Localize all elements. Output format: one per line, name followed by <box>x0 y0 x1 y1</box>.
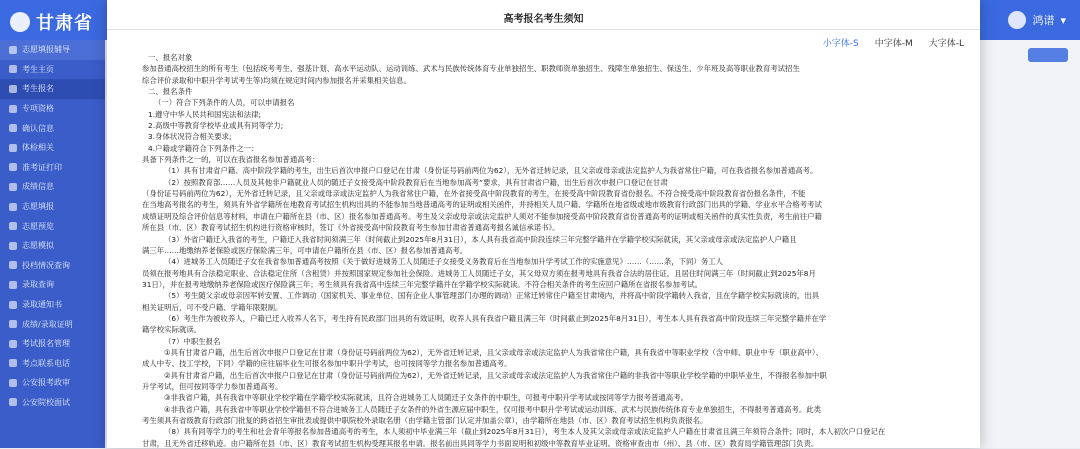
menu-icon <box>9 163 17 171</box>
notice-line: 1.遵守中华人民共和国宪法和法律; <box>148 109 262 119</box>
notice-line: 甘肃，且无外省迁移轨迹。由户籍所在县（市、区）教育考试招生机构受理其报名申请。报名前出具同等学力书面说明和初级中等教育毕业证明。资格审查由市（州）、县（市、区）教育局学籍管理部门负责。 <box>142 438 819 448</box>
sidebar-item-label: 成绩/录取证明 <box>22 319 73 329</box>
background-button <box>1028 48 1068 62</box>
notice-line: 2.高级中等教育学校毕业或具有同等学力; <box>148 121 284 131</box>
menu-icon <box>9 124 17 132</box>
sidebar-item-label: 志愿预览 <box>22 221 54 231</box>
chevron-down-icon: ▾ <box>1060 13 1066 27</box>
sidebar-item-label: 志愿模拟 <box>22 241 54 251</box>
notice-line: 升学考试，但可按同等学力参加普通高考。 <box>142 381 283 391</box>
notice-line: （7）中职生报名 <box>164 336 221 346</box>
notice-line: ②具有甘肃省户籍，出生后首次申报户口登记在甘肃（身份证号码前两位为62），无外省迁转记录，且父亲或母亲或法定监护人为我省常住户籍的非我省中等职业学校学籍的中职毕业生，不得报名参加中职 <box>164 370 827 380</box>
sidebar-item[interactable] <box>0 79 105 99</box>
user-menu[interactable] <box>1008 11 1066 29</box>
notice-line: （5）考生随父亲或母亲因军转安置、工作调动（国家机关、事业单位、国有企业人事管理部门办理的调动）正常迁转常住户籍至甘肃境内，并将高中阶段学籍转入我省，且在学籍学校实际就读的，出具 <box>164 291 820 301</box>
notice-line: 满三年……地缴纳养老保险或医疗保险满三年，可申请在户籍所在县（市、区）报名参加普通高考。 <box>142 245 468 255</box>
menu-icon <box>9 320 17 328</box>
menu-icon <box>9 203 17 211</box>
sidebar-item-label: 公安报考政审 <box>22 378 70 388</box>
sidebar-item[interactable] <box>0 60 105 80</box>
font-size-tab[interactable]: 大字体-L <box>928 39 964 49</box>
notice-line: 成绩证明及综合评价信息等材料，申请在户籍所在县（市、区）报名参加普通高考。考生及父亲或母亲或法定监护人须对不能参加接受高中阶段教育省份普通高考的证明或相关函件的真实性负责，考生前往户籍 <box>142 211 822 221</box>
sidebar-item-label: 公安院校面试 <box>22 397 70 407</box>
notice-line: （8）具有同等学力的考生和社会青年等报名参加普通高考的考生，本人须初中毕业满三年（截止到2025年8月31日），考生本人及其父亲或母亲或法定监护人户籍在甘肃省且满三年须符合条件；同时，本人初次户口登记在 <box>164 427 886 437</box>
user-name: 鸿谱 <box>1032 14 1055 27</box>
sidebar-item-label: 考试报名管理 <box>22 339 70 349</box>
sidebar-item-label: 考点联系电话 <box>22 358 70 368</box>
sidebar-item-label: 专项资格 <box>22 104 54 114</box>
modal-title: 高考报名考生须知 <box>503 14 584 25</box>
notice-line: 31日），并在报考地缴纳养老保险或医疗保险满三年；考生须具有我省高中连续三年完整学籍并在学籍学校实际就读。不符合相关条件的考生应回户籍所在省报名参加考试。 <box>142 279 703 289</box>
sidebar-item[interactable] <box>0 216 105 236</box>
notice-content <box>142 52 954 449</box>
sidebar-item[interactable] <box>0 118 105 138</box>
menu-icon <box>9 65 17 73</box>
notice-line: （一）符合下列条件的人员，可以申请报名 <box>154 98 295 108</box>
notice-line: 相关证明后，可不受户籍、学籍年限限制。 <box>142 302 283 312</box>
font-size-tab[interactable]: 中字体-M <box>874 39 913 49</box>
menu-icon <box>9 222 17 230</box>
divider <box>107 29 980 30</box>
menu-icon <box>9 85 17 93</box>
notice-line: ①具有甘肃省户籍，出生后首次申报户口登记在甘肃（身份证号码前两位为62），无外省迁转记录，且父亲或母亲或法定监护人为我省常住户籍，具有我省中等职业学校（含中师、职业中专（职业高中）、 <box>164 347 824 357</box>
sidebar-item-label: 体检相关 <box>22 143 54 153</box>
menu-icon <box>9 379 17 387</box>
notice-line: 员须在报考地具有合法稳定职业、合法稳定住所（含租赁）并按照国家规定参加社会保险。进城务工人员随迁子女，其父母双方须在报考地具有我省合法的居住证，且居住时间满三年（时间截止到2025年8月 <box>142 268 816 278</box>
brand-title: 甘肃省 <box>36 13 93 34</box>
notice-line: 在当地高考报名的考生，须具有外省学籍所在地教育考试招生机构出具的不能参加当地普通高考的证明或相关函件，并持相关人员户籍、学籍所在地省级或地市级教育行政部门出具的学籍、学业水平合格考考试 <box>142 200 822 210</box>
menu-icon <box>9 340 17 348</box>
notice-line: 成人中专、技工学校，下同）学籍的应往届毕业生可报名参加中职升学考试，也可按同等学力报名参加普通高考。 <box>142 359 512 369</box>
notice-line: ③非我省户籍，具有我省中等职业学校学籍在学籍学校实际就读，且符合进城务工人员随迁子女条件的中职生，可报考中职升学考试或按同等学力报考普通高考。 <box>164 393 688 403</box>
notice-modal <box>107 0 980 448</box>
brand <box>10 9 93 35</box>
notice-line: 参加普通高校招生的所有考生（包括统考考生、强基计划、高水平运动队、运动训练、武术与民族传统体育专业单独招生、职教师资单独招生、残障生单独招生、保送生、少年班及高等职业教育考试招生 <box>142 64 800 74</box>
sidebar-item-label: 考生报名 <box>22 84 54 94</box>
notice-line: 二、报名条件 <box>148 87 193 97</box>
sidebar-item-label: 录取查询 <box>22 280 54 290</box>
notice-line: （6）考生作为被收养人，户籍已迁入收养人名下，考生持有民政部门出具的有效证明，收养人具有我省户籍且满三年（时间截止到2025年8月31日），考生本人具有我省高中阶段连续三年完整学籍并在学 <box>164 313 827 323</box>
sidebar-item[interactable] <box>0 314 105 334</box>
sidebar-item[interactable] <box>0 295 105 315</box>
menu-icon <box>9 242 17 250</box>
notice-line: ④非我省户籍，具有我省中等职业学校学籍但不符合进城务工人员随迁子女条件的外省生源应届中职生，仅可报考中职升学考试或运动训练、武术与民族传统体育专业单独招生，不得报考普通高考。此类 <box>164 404 822 414</box>
sidebar-item[interactable] <box>0 354 105 374</box>
sidebar-item[interactable] <box>0 138 105 158</box>
sidebar-item[interactable] <box>0 256 105 276</box>
sidebar-item[interactable] <box>0 334 105 354</box>
avatar <box>1008 11 1026 29</box>
font-size-tab[interactable]: 小字体-S <box>822 39 859 49</box>
notice-line: （身份证号码前两位为62），无外省迁转记录，且父亲或母亲或法定监护人为我省常住户籍，在外省接受高中阶段教育的考生，在接受高中阶段教育省份报名。不符合接受高中阶段教育省份报名条件，不能 <box>142 189 806 199</box>
notice-line: 4.户籍或学籍符合下列条件之一： <box>148 143 259 153</box>
sidebar-item-label: 确认信息 <box>22 123 54 133</box>
menu-icon <box>9 359 17 367</box>
notice-line: （3）外省户籍迁入我省的考生，户籍迁入我省时间须满三年（时间截止到2025年8月31日），本人具有我省高中阶段连续三年完整学籍并在学籍学校实际就读，其父亲或母亲或法定监护人户籍且 <box>164 234 797 244</box>
sidebar-item[interactable] <box>0 40 105 60</box>
notice-line: 综合评价录取和中职升学考试考生等)均须在规定时间内参加报名并采集相关信息。 <box>142 75 411 85</box>
sidebar-item-label: 志愿填报辅导 <box>22 45 70 55</box>
sidebar-item-label: 考生主页 <box>22 64 54 74</box>
menu-icon <box>9 105 17 113</box>
sidebar-item[interactable] <box>0 158 105 178</box>
sidebar-item[interactable] <box>0 373 105 393</box>
sidebar <box>0 40 105 448</box>
menu-icon <box>9 183 17 191</box>
sidebar-item[interactable] <box>0 275 105 295</box>
brand-logo-icon <box>10 12 30 32</box>
notice-line: 一、报名对象 <box>148 53 193 62</box>
menu-icon <box>9 398 17 406</box>
sidebar-item[interactable] <box>0 99 105 119</box>
notice-line: （2）按照教育部……人员及其他非户籍就业人员的随迁子女接受高中阶段教育后在当地参加高考”要求，具有甘肃省户籍，出生后首次申报户口登记在甘肃 <box>164 177 668 187</box>
menu-icon <box>9 281 17 289</box>
notice-line: 所在县（市、区）教育考试招生机构进行资格审核时，签订《外省接受高中阶段教育考生参加甘肃省普通高考报名诚信承诺书》。 <box>142 223 560 233</box>
notice-line: 考生须具有省级教育行政部门批复的跨省招生审批表或提供中职院校外录取名册（由学籍主管部门认定并加盖公章），由学籍所在地县（市、区）教育考试招生机构负责报名。 <box>142 416 708 425</box>
menu-icon <box>9 46 17 54</box>
notice-line: （1）具有甘肃省户籍、高中阶段学籍的考生，出生后首次申报户口登记在甘肃（身份证号码前两位为62），无外省迁转记录，且父亲或母亲或法定监护人为我省常住户籍，可在我省报名参加普通高考。 <box>164 166 818 176</box>
sidebar-item-label: 志愿填报 <box>22 202 54 212</box>
sidebar-item[interactable] <box>0 236 105 256</box>
font-size-tabs <box>823 36 964 49</box>
notice-line: 具备下列条件之一的，可以在我省报名参加普通高考： <box>142 155 320 165</box>
sidebar-item-label: 投档情况查询 <box>22 260 70 270</box>
sidebar-item[interactable] <box>0 197 105 217</box>
notice-line: 3.身体状况符合相关要求; <box>148 132 232 142</box>
notice-line: 籍学校实际就读。 <box>142 325 202 335</box>
sidebar-item-label: 成绩信息 <box>22 182 54 192</box>
sidebar-item[interactable] <box>0 177 105 197</box>
sidebar-item-label: 准考证打印 <box>22 162 62 172</box>
sidebar-item[interactable] <box>0 393 105 413</box>
menu-icon <box>9 144 17 152</box>
notice-line: （4）进城务工人员随迁子女在我省参加普通高考按照《关于做好进城务工人员随迁子女接受义务教育后在当地参加升学考试工作的实施意见》……（……条，下同）务工人 <box>164 257 724 267</box>
menu-icon <box>9 261 17 269</box>
sidebar-item-label: 录取通知书 <box>22 300 62 310</box>
menu-icon <box>9 301 17 309</box>
